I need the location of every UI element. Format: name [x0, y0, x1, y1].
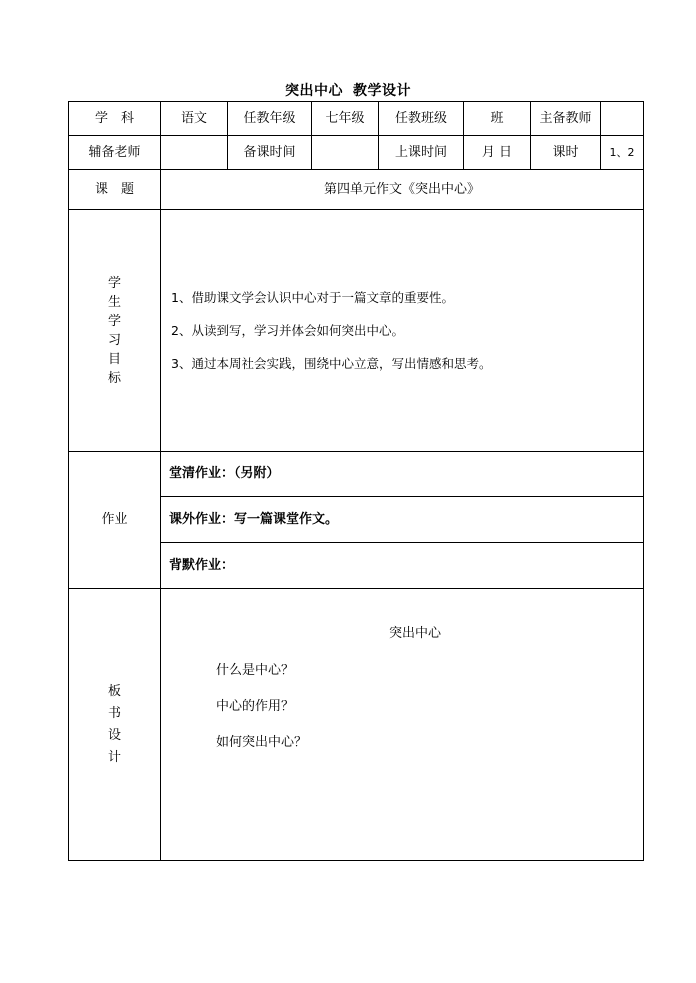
goals-label-cell	[69, 210, 161, 452]
grade-label: 任教年级	[228, 102, 312, 136]
class-label: 任教班级	[379, 102, 464, 136]
class-time-label: 上课时间	[379, 136, 464, 170]
topic-value: 第四单元作文《突出中心》	[161, 170, 644, 210]
homework-row-1	[69, 452, 644, 497]
outside-homework: 课外作业：写一篇课堂作文。	[161, 497, 644, 543]
periods-value: 1、2	[601, 136, 644, 170]
grade-value: 七年级	[312, 102, 379, 136]
board-question-3: 如何突出中心？	[216, 735, 308, 750]
topic-label: 课 题	[69, 170, 161, 210]
periods-label: 课时	[531, 136, 601, 170]
goals-cell	[161, 210, 644, 452]
header-row	[69, 102, 644, 136]
page-title	[0, 80, 696, 100]
board-question-1: 什么是中心？	[216, 663, 295, 678]
class-time-value: 月 日	[464, 136, 531, 170]
homework-label: 作业	[69, 452, 161, 589]
goal-item-1: 1、借助课文学会认识中心对于一篇文章的重要性。	[171, 290, 454, 305]
board-label: 板书设计	[107, 683, 121, 765]
prep-time-value	[312, 136, 379, 170]
lesson-plan-table	[68, 101, 644, 861]
subject-value: 语文	[161, 102, 228, 136]
title-part-2: 教学设计	[353, 83, 411, 99]
board-cell	[161, 589, 644, 861]
subject-label: 学 科	[69, 102, 161, 136]
board-title: 突出中心	[389, 626, 442, 641]
board-label-cell	[69, 589, 161, 861]
lead-teacher-label: 主备教师	[531, 102, 601, 136]
assist-teacher-label: 辅备老师	[69, 136, 161, 170]
title-part-1: 突出中心	[285, 83, 343, 99]
board-row	[69, 589, 644, 861]
lead-teacher-value	[601, 102, 644, 136]
class-value: 班	[464, 102, 531, 136]
topic-row	[69, 170, 644, 210]
goals-label: 学生学习目标	[107, 275, 121, 386]
goal-item-3: 3、通过本周社会实践，围绕中心立意，写出情感和思考。	[171, 356, 492, 371]
prep-time-label: 备课时间	[228, 136, 312, 170]
assist-teacher-value	[161, 136, 228, 170]
board-question-2: 中心的作用？	[216, 699, 295, 714]
recite-homework: 背默作业：	[161, 543, 644, 589]
goal-item-2: 2、从读到写，学习并体会如何突出中心。	[171, 323, 404, 338]
class-homework: 堂清作业：（另附）	[161, 452, 644, 497]
goals-row	[69, 210, 644, 452]
second-row	[69, 136, 644, 170]
